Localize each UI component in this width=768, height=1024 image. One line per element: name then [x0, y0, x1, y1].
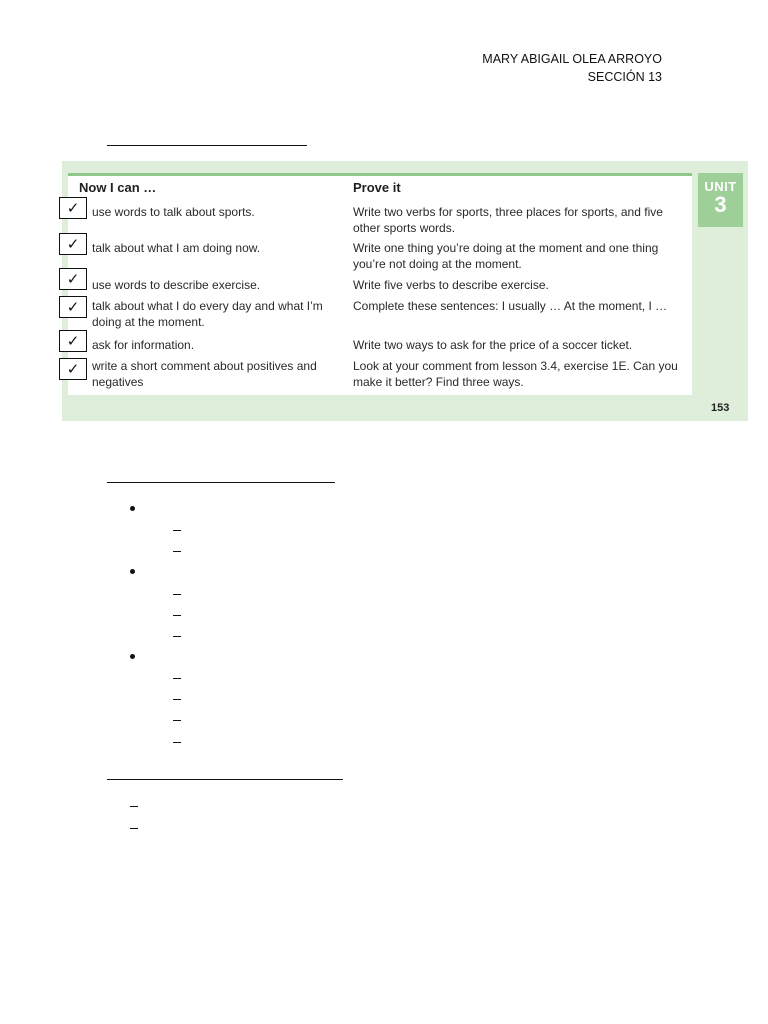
dash-2-1: [173, 594, 181, 595]
prove-item-2: Write one thing you’re doing at the moment and one thing you’re not doing at the moment.: [353, 241, 659, 271]
prove-item-1: Write two verbs for sports, three places for sports, and five other sports words.: [353, 205, 663, 235]
dash-4-1: [130, 806, 138, 807]
prove-item-3: Write five verbs to describe exercise.: [353, 278, 549, 292]
checkbox-4[interactable]: ✓: [59, 296, 87, 318]
dash-3-4: [173, 742, 181, 743]
page-number: 153: [711, 402, 730, 414]
student-header: [482, 50, 662, 86]
can-item-2: talk about what I am doing now.: [92, 241, 261, 255]
title-underline-1: [107, 145, 307, 146]
prove-it-header: Prove it: [353, 180, 401, 195]
unit-number: 3: [714, 192, 727, 217]
student-name: MARY ABIGAIL OLEA ARROYO: [482, 52, 662, 66]
now-i-can-header: Now I can …: [79, 180, 157, 195]
unit-label: UNIT: [704, 179, 737, 194]
dash-4-2: [130, 828, 138, 829]
unit-badge: [698, 173, 743, 227]
bullet-3: [130, 654, 135, 659]
checkbox-5[interactable]: ✓: [59, 330, 87, 352]
can-item-4: talk about what I do every day and what I’m doing at the moment.: [92, 299, 323, 329]
bullet-1: [130, 506, 135, 511]
checkbox-6[interactable]: ✓: [59, 358, 87, 380]
can-item-6: write a short comment about positives and negatives: [92, 359, 317, 389]
self-assessment-panel: [62, 161, 748, 421]
prove-item-6: Look at your comment from lesson 3.4, exercise 1E. Can you make it better? Find three ways.: [353, 359, 678, 389]
dash-1-2: [173, 551, 181, 552]
dash-3-2: [173, 699, 181, 700]
can-item-5: ask for information.: [92, 338, 195, 352]
bullet-2: [130, 569, 135, 574]
dash-3-3: [173, 720, 181, 721]
section-label: SECCIÓN 13: [587, 70, 662, 84]
can-item-1: use words to talk about sports.: [92, 205, 255, 219]
prove-item-4: Complete these sentences: I usually … At the moment, I …: [353, 299, 668, 313]
title-underline-3: [107, 779, 343, 780]
dash-3-1: [173, 678, 181, 679]
checkbox-3[interactable]: ✓: [59, 268, 87, 290]
prove-item-5: Write two ways to ask for the price of a soccer ticket.: [353, 338, 633, 352]
checkbox-1[interactable]: ✓: [59, 197, 87, 219]
can-item-3: use words to describe exercise.: [92, 278, 261, 292]
dash-2-3: [173, 636, 181, 637]
dash-2-2: [173, 615, 181, 616]
dash-1-1: [173, 530, 181, 531]
title-underline-2: [107, 482, 335, 483]
checkbox-2[interactable]: ✓: [59, 233, 87, 255]
self-assessment-table: [68, 173, 692, 395]
